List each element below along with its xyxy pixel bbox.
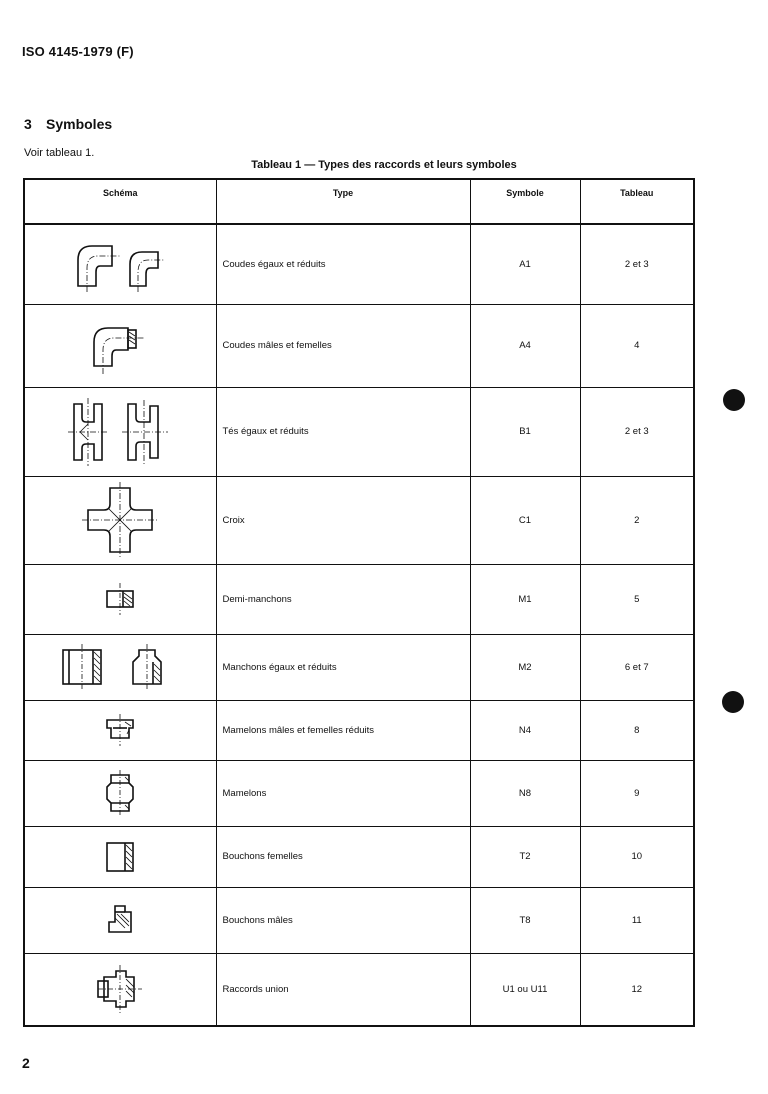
schema-cell bbox=[24, 826, 216, 887]
symbol-cell: N8 bbox=[470, 760, 580, 826]
nipple-icon bbox=[95, 769, 145, 817]
type-cell: Bouchons mâles bbox=[216, 887, 470, 953]
table-row bbox=[24, 476, 694, 564]
type-cell: Demi-manchons bbox=[216, 564, 470, 634]
type-cell: Bouchons femelles bbox=[216, 826, 470, 887]
table-row bbox=[24, 826, 694, 887]
type-cell: Coudes égaux et réduits bbox=[216, 224, 470, 304]
symbol-cell: A1 bbox=[470, 224, 580, 304]
col-header-symbol: Symbole bbox=[470, 179, 580, 224]
table-row bbox=[24, 634, 694, 700]
type-cell: Croix bbox=[216, 476, 470, 564]
schema-cell bbox=[24, 634, 216, 700]
tableau-cell: 4 bbox=[580, 304, 694, 387]
schema-cell bbox=[24, 760, 216, 826]
union-icon bbox=[90, 961, 150, 1017]
margin-marker-dot bbox=[722, 691, 744, 713]
symbol-cell: T2 bbox=[470, 826, 580, 887]
type-cell: Mamelons mâles et femelles réduits bbox=[216, 700, 470, 760]
schema-cell bbox=[24, 887, 216, 953]
col-header-tableau: Tableau bbox=[580, 179, 694, 224]
type-cell: Tés égaux et réduits bbox=[216, 387, 470, 476]
symbols-table bbox=[23, 178, 695, 1027]
tee-icon bbox=[60, 396, 180, 468]
socket-icon bbox=[55, 642, 185, 692]
section-title: Symboles bbox=[46, 116, 113, 132]
tableau-cell: 2 et 3 bbox=[580, 387, 694, 476]
table-row bbox=[24, 700, 694, 760]
tableau-cell: 10 bbox=[580, 826, 694, 887]
half-socket-icon bbox=[95, 581, 145, 617]
symbol-cell: M2 bbox=[470, 634, 580, 700]
table-row bbox=[24, 564, 694, 634]
symbol-cell: N4 bbox=[470, 700, 580, 760]
schema-cell bbox=[24, 304, 216, 387]
schema-cell bbox=[24, 564, 216, 634]
table-header-row bbox=[24, 179, 694, 224]
symbol-cell: A4 bbox=[470, 304, 580, 387]
male-female-elbow-icon bbox=[80, 316, 160, 376]
table-row bbox=[24, 304, 694, 387]
page-number: 2 bbox=[22, 1055, 30, 1071]
schema-cell bbox=[24, 476, 216, 564]
tableau-cell: 12 bbox=[580, 953, 694, 1026]
type-cell: Raccords union bbox=[216, 953, 470, 1026]
tableau-cell: 5 bbox=[580, 564, 694, 634]
col-header-schema: Schéma bbox=[24, 179, 216, 224]
table-row bbox=[24, 387, 694, 476]
schema-cell bbox=[24, 700, 216, 760]
table-row bbox=[24, 224, 694, 304]
symbol-cell: U1 ou U11 bbox=[470, 953, 580, 1026]
type-cell: Coudes mâles et femelles bbox=[216, 304, 470, 387]
tableau-cell: 6 et 7 bbox=[580, 634, 694, 700]
table-row bbox=[24, 953, 694, 1026]
type-cell: Manchons égaux et réduits bbox=[216, 634, 470, 700]
elbow-icon bbox=[60, 234, 180, 294]
table-row bbox=[24, 887, 694, 953]
document-id: ISO 4145-1979 (F) bbox=[22, 44, 134, 59]
reducing-nipple-icon bbox=[95, 712, 145, 748]
section-number: 3 bbox=[24, 116, 32, 132]
section-heading bbox=[24, 116, 112, 132]
female-plug-icon bbox=[95, 837, 145, 877]
symbol-cell: T8 bbox=[470, 887, 580, 953]
section-intro: Voir tableau 1. bbox=[24, 147, 95, 159]
tableau-cell: 2 bbox=[580, 476, 694, 564]
type-cell: Mamelons bbox=[216, 760, 470, 826]
symbol-cell: B1 bbox=[470, 387, 580, 476]
male-plug-icon bbox=[95, 900, 145, 940]
tableau-cell: 2 et 3 bbox=[580, 224, 694, 304]
margin-marker-dot bbox=[723, 389, 745, 411]
schema-cell bbox=[24, 953, 216, 1026]
schema-cell bbox=[24, 387, 216, 476]
cross-icon bbox=[80, 480, 160, 560]
table-row bbox=[24, 760, 694, 826]
col-header-type: Type bbox=[216, 179, 470, 224]
tableau-cell: 11 bbox=[580, 887, 694, 953]
symbol-cell: M1 bbox=[470, 564, 580, 634]
tableau-cell: 9 bbox=[580, 760, 694, 826]
table-caption: Tableau 1 — Types des raccords et leurs symboles bbox=[251, 159, 517, 171]
schema-cell bbox=[24, 224, 216, 304]
tableau-cell: 8 bbox=[580, 700, 694, 760]
symbol-cell: C1 bbox=[470, 476, 580, 564]
